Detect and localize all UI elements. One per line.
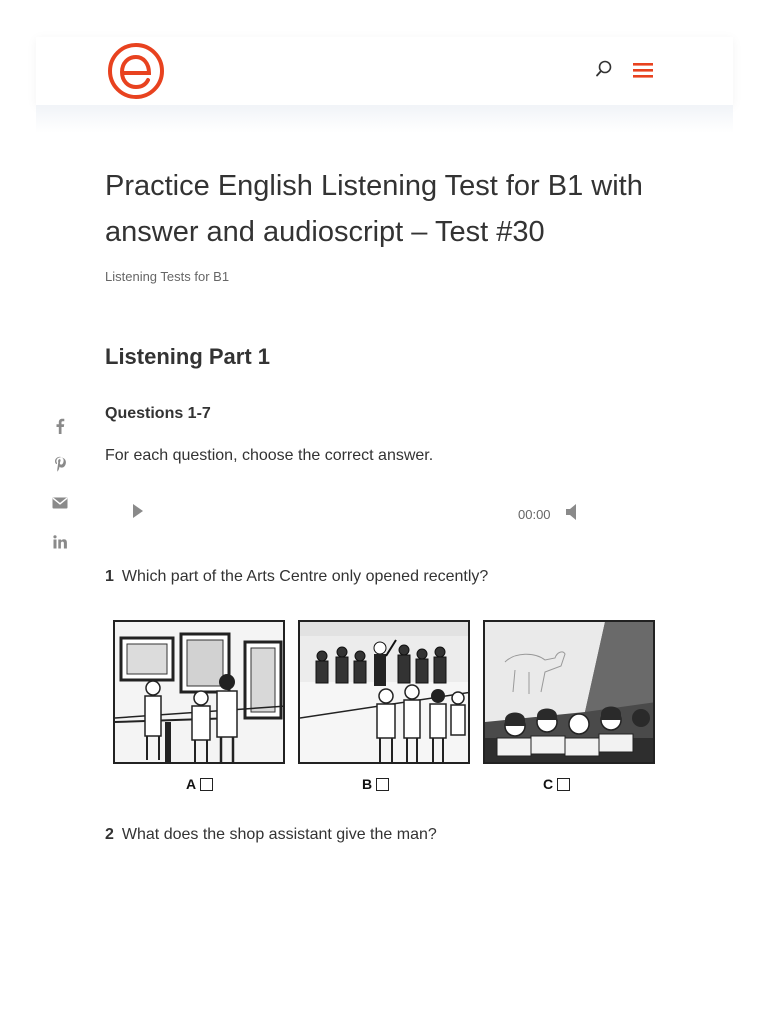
option-a-label: A bbox=[186, 776, 197, 792]
facebook-icon bbox=[55, 418, 65, 434]
option-c-checkbox[interactable] bbox=[557, 778, 570, 791]
question-number: 1 bbox=[105, 568, 114, 585]
option-b-illustration bbox=[298, 620, 470, 764]
option-b bbox=[362, 776, 389, 792]
share-linkedin-button[interactable] bbox=[48, 530, 72, 554]
share-pinterest-button[interactable] bbox=[48, 452, 72, 476]
option-a bbox=[186, 776, 213, 792]
pinterest-icon bbox=[54, 456, 66, 472]
question-text: What does the shop assistant give the man? bbox=[121, 826, 437, 843]
hamburger-menu-icon[interactable] bbox=[632, 61, 654, 79]
question-1-figure bbox=[106, 610, 664, 805]
email-icon bbox=[52, 497, 68, 509]
page-title: Practice English Listening Test for B1 with answer and audioscript – Test #30 bbox=[105, 170, 643, 248]
option-c-illustration bbox=[483, 620, 655, 764]
share-facebook-button[interactable] bbox=[48, 414, 72, 438]
question-2 bbox=[105, 826, 437, 844]
search-icon[interactable] bbox=[594, 59, 614, 79]
linkedin-icon bbox=[53, 535, 67, 549]
section-heading: Listening Part 1 bbox=[105, 344, 271, 369]
site-logo[interactable] bbox=[106, 41, 166, 101]
option-b-checkbox[interactable] bbox=[376, 778, 389, 791]
question-text: Which part of the Arts Centre only opened recently? bbox=[121, 568, 489, 585]
share-email-button[interactable] bbox=[48, 491, 72, 515]
option-b-label: B bbox=[362, 776, 373, 792]
header-shadow bbox=[36, 105, 733, 133]
site-header bbox=[36, 37, 733, 105]
audio-time: 00:00 bbox=[518, 507, 551, 522]
category-link[interactable]: Listening Tests for B1 bbox=[105, 269, 230, 284]
question-1 bbox=[105, 568, 488, 586]
volume-icon[interactable] bbox=[564, 502, 582, 522]
play-icon[interactable] bbox=[130, 501, 146, 521]
option-a-illustration bbox=[113, 620, 285, 764]
audio-player bbox=[110, 492, 590, 532]
instruction-text: For each question, choose the correct answer. bbox=[105, 447, 434, 464]
questions-heading: Questions 1-7 bbox=[105, 405, 211, 422]
question-number: 2 bbox=[105, 826, 114, 843]
option-c bbox=[543, 776, 570, 792]
option-a-checkbox[interactable] bbox=[200, 778, 213, 791]
option-c-label: C bbox=[543, 776, 554, 792]
